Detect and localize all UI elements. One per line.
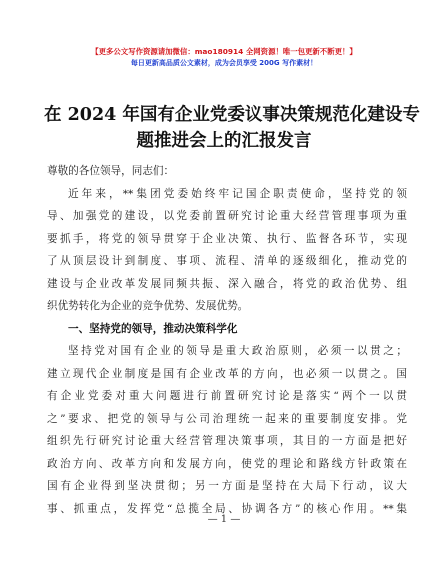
body-text-line: 政治方向、改革方向和发展方向，使党的理论和路线方针政策在 [47, 457, 407, 470]
document-body [47, 160, 407, 520]
document-title-line-2: 题推进会上的汇报发言 [136, 131, 312, 151]
body-text-line: 之”要求、把党的领导与公司治理统一起来的重要制度安排。党 [47, 412, 407, 425]
body-text-line: 织优势转化为企业的竞争优势、发展优势。 [47, 300, 249, 312]
body-text-line: 导、加强党的建设，以党委前置研究讨论重大经营管理事项为重 [47, 210, 407, 222]
body-text-line: 组织先行研究讨论重大经营管理决策事项，其目的一方面是把好 [47, 435, 407, 447]
promo-banner-line-2: 每日更新高品质公文素材，成为会员享受 200G 写作素材！ [130, 59, 318, 67]
body-text-line: 有企业党委对重大问题进行前置研究讨论是落实“两个一以贯 [47, 390, 407, 402]
body-text-line: 建立现代企业制度是国有企业改革的方向，也必须一以贯之。国 [47, 367, 407, 380]
document-title [44, 102, 420, 154]
page-number: — 1 — [207, 514, 241, 525]
body-text-line: 要抓手，将党的领导贯穿于企业决策、执行、监督各环节，实现 [47, 232, 407, 245]
body-text-line: 近年来，**集团党委始终牢记国企职责使命，坚持党的领 [68, 187, 407, 200]
promo-banner-line-1: 【更多公文写作资源请加微信：mao180914 全网资源！唯一包更新不断更！】 [91, 47, 357, 56]
body-text-line: 了从顶层设计到制度、事项、流程、清单的逐级细化，推动党的 [47, 255, 407, 267]
body-text-line: 国有企业得到坚决贯彻；另一方面是坚持在大局下行动，议大 [47, 480, 407, 492]
body-text-line: 事、抓重点，发挥党“总揽全局、协调各方”的核心作用。**集 [47, 502, 407, 515]
section-heading: 一、坚持党的领导，推动决策科学化 [68, 322, 238, 335]
body-text-line: 坚持党对国有企业的领导是重大政治原则，必须一以贯之； [68, 345, 407, 357]
document-title-line-1: 在 2024 年国有企业党委议事决策规范化建设专 [44, 105, 420, 125]
body-text-line: 建设与企业改革发展同频共振、深入融合，将党的政治优势、组 [47, 277, 407, 290]
salutation: 尊敬的各位领导，同志们： [47, 165, 175, 177]
